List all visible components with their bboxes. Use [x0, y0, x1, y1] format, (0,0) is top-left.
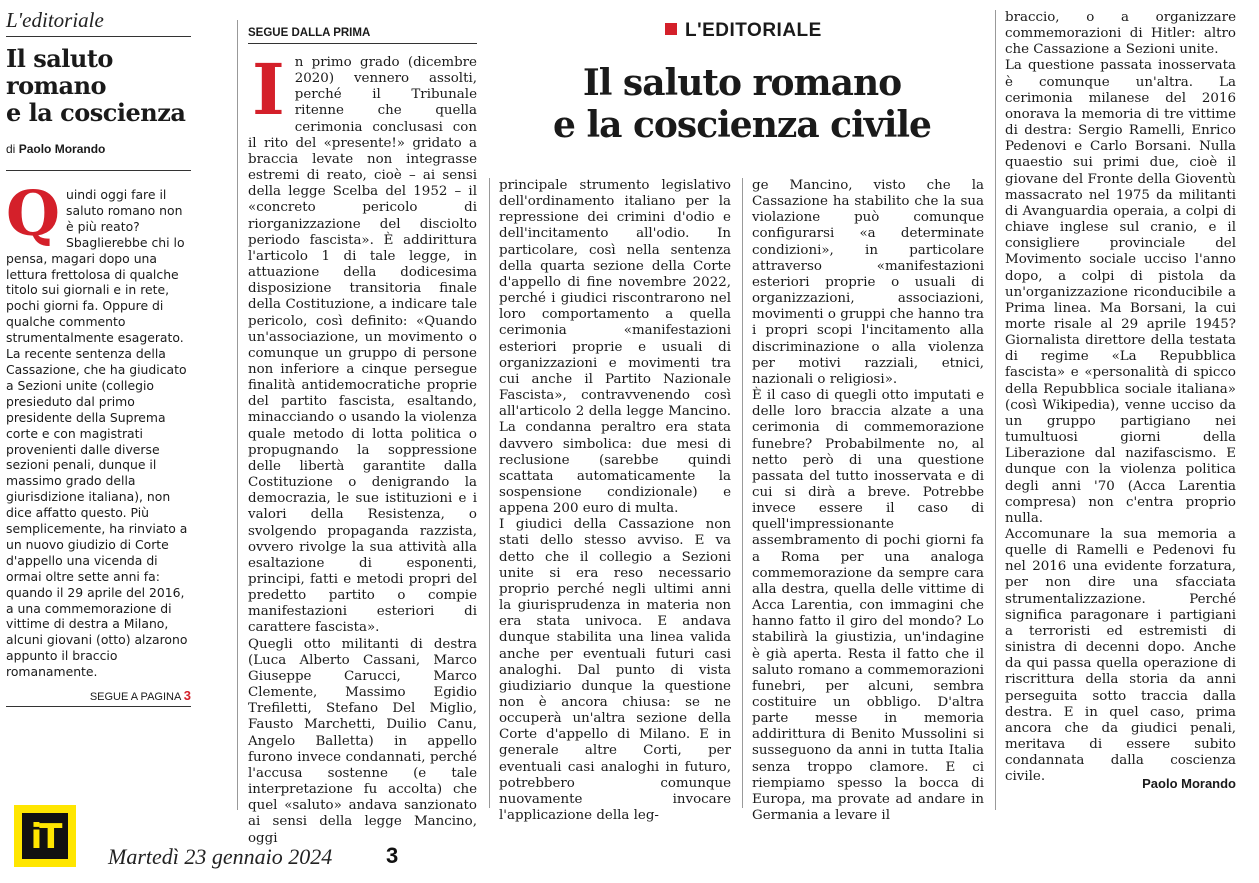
- footer-date: Martedì 23 gennaio 2024: [108, 844, 333, 869]
- newspaper-logo: [14, 805, 76, 867]
- sidebar-title: [6, 45, 191, 126]
- sidebar-paragraph: Sbaglierebbe chi lo pensa, magari dopo una lettura frettolosa di qualche titolo sui giornali e in rete, pochi giorni fa. Oppure di qualche commento strumentalmente esagerato. La recente sentenza della Cassazione, che ha giudicato a Sezioni unite (collegio presieduto dal primo presidente della Suprema corte e con magistrati provenienti dalle diverse sezioni penali, dunque il massimo grado della giurisdizione italiana), non dice affatto questo. Più semplicemente, ha rinviato a un nuovo giudizio di Corte d'appello una vicenda di ormai oltre sette anni fa: quando il 29 aprile del 2016, a una commemorazione di vittime di destra a Milano, alcuni giovani (otto) alzarono appunto il braccio romanamente.: [6, 234, 188, 680]
- column-divider: [742, 178, 743, 808]
- article-title-line: e la coscienza civile: [553, 104, 931, 146]
- article-paragraph: È il caso di quegli otto imputati e delle loro braccia alzate a una cerimonia di commemorazione funebre? Probabilmente no, al netto però di una questione passata del tutto inosservata e di cui si dirà a breve. Potrebbe invece essere il caso di quell'impressionante assembramento di pochi giorni fa a Roma per una analoga commemorazione da sempre cara alla destra, quella delle vittime di Acca Larentia, con immagini che hanno fatto il giro del mondo? Lo stabilirà la giustizia, un'indagine è già aperta. Resta il fatto che il saluto romano a commemorazioni funebri, per alcuni, sembra costituire un obbligo. D'altra parte messe in memoria addirittura di Benito Mussolini si susseguono da anni in tutta Italia senza troppo clamore. E ci riempiamo spesso la bocca di Europa, ma provate ad andare in Germania a levare il: [752, 388, 984, 824]
- article-paragraph: n primo grado (dicembre 2020) vennero assolti, perché il Tribunale ritenne che quella cerimonia conclusasi con il rito del «presente!» gridato a braccia levate non integrasse estremi di reato, cioè – ai sensi della legge Scelba del 1952 – il «concreto pericolo di riorganizzazione del disciolto periodo fascista». È addirittura l'articolo 1 di tale legge, in attuazione della dodicesima disposizione transitoria finale della Costituzione, a indicare tale pericolo, così definito: «Quando un'associazione, un movimento o comunque un gruppo di persone non inferiore a cinque persegue finalità antidemocratiche proprie del partito fascista, esaltando, minacciando o usando la violenza quale metodo di lotta politica o propugnando la soppressione delle libertà garantite dalla Costituzione o denigrando la democrazia, le sue istituzioni e i valori della Resistenza, o svolgendo propaganda razzista, ovvero rivolge la sua attività alla esaltazione di esponenti, principi, fatti e metodi propri del predetto partito o compie manifestazioni esteriori di carattere fascista».: [248, 55, 477, 636]
- segue-dalla-prima: SEGUE DALLA PRIMA: [248, 27, 477, 44]
- segue-label: SEGUE A PAGINA: [89, 691, 181, 704]
- section-label: [665, 20, 822, 42]
- sidebar-continued: [6, 688, 191, 707]
- article-column-3: [752, 178, 984, 824]
- article-column-4: [1005, 10, 1236, 786]
- byline-author: Paolo Morando: [18, 142, 106, 156]
- article-paragraph: ge Mancino, visto che la Cassazione ha stabilito che la sua violazione può comunque configurarsi «a determinate condizioni», in particolare attraverso «manifestazioni esteriori proprie o usuali di organizzazioni, associazioni, movimenti o gruppi che hanno tra i propri scopi l'incitamento alla discriminazione o alla violenza per motivi razziali, etnici, nazionali o religiosi».: [752, 178, 984, 387]
- article-paragraph: I giudici della Cassazione non stati dello stesso avviso. E va detto che il collegio a Sezioni unite si era reso necessario proprio perché negli ultimi anni la giurisprudenza in materia non era stata univoca. E andava dunque stabilita una linea valida anche per eventuali futuri casi analoghi. Dal punto di vista giudiziario dunque la questione non è ancora chiusa: se ne occuperà un'altra sezione della Corte d'appello di Milano. E in generale altre Corti, per eventuali casi analoghi in futuro, potrebbero comunque nuovamente invocare l'applicazione della leg-: [499, 517, 731, 824]
- article-paragraph: La questione passata inosservata è comunque un'altra. La cerimonia milanese del 2016 onorava la memoria di tre vittime di destra: Sergio Ramelli, Enrico Pedenovi e Carlo Borsani. Nulla quaestio sui primi due, cioè il giovane del Fronte della Gioventù massacrato nel 1975 da militanti di Avanguardia operaia, a colpi di chiave inglese sul cranio, e il consigliere provinciale del Movimento sociale ucciso l'anno dopo, a colpi di pistola da un'organizzazione riconducibile a Prima linea. Ma Borsani, la cui morte risale al 29 aprile 1945? Giornalista direttore della testata di regime «La Repubblica fascista» e «personalità di spicco della Repubblica sociale italiana» (così Wikipedia), venne ucciso da un gruppo partigiano nei tumultuosi giorni della Liberazione dal nazifascismo. E dunque con la violenza politica degli anni '70 (Acca Larentia compresa) non c'entra proprio nulla.: [1005, 58, 1236, 526]
- page-number: 3: [386, 843, 399, 868]
- article-paragraph: Accomunare la sua memoria a quelle di Ramelli e Pedenovi fu nel 2016 una evidente forzatura, per non dire una sfacciata strumentalizzazione. Perché significa paragonare i partigiani a terroristi ed estremisti di sinistra di decenni dopo. Anche da qui passa quella operazione di riscrittura della storia da anni perseguita sotto traccia dalla destra. E in quel caso, prima ancora che da giudici penali, meritava di essere subito condannata dalla coscienza civile.: [1005, 527, 1236, 785]
- article-title-line: Il saluto romano: [582, 62, 902, 104]
- sidebar-kicker: L'editoriale: [6, 8, 191, 37]
- byline-prefix: di: [6, 142, 16, 156]
- sidebar-title-line: Il saluto: [6, 44, 113, 73]
- article-signature: Paolo Morando: [1142, 776, 1236, 791]
- section-square-icon: [665, 23, 677, 35]
- article-column-2: [499, 178, 731, 824]
- sidebar-lead: uindi oggi fare il saluto romano non è più reato?: [66, 187, 183, 234]
- article-paragraph: principale strumento legislativo dell'ordinamento italiano per la repressione dei crimini d'odio e dell'incitamento all'odio. In particolare, così nella sentenza della quarta sezione della Corte d'appello di fine novembre 2022, perché i giudici riscontrarono nel loro comportamento a quella cerimonia «manifestazioni esteriori proprie e usuali di organizzazioni e movimenti tra cui anche il Partito Nazionale Fascista», contravvenendo così all'articolo 2 della legge Mancino. La condanna peraltro era stata davvero simbolica: due mesi di reclusione (sarebbe quindi scattata automaticamente la sospensione condizionale) e appena 200 euro di multa.: [499, 178, 731, 517]
- sidebar-body: [6, 177, 191, 680]
- article-title: [499, 62, 985, 146]
- sidebar-title-line: e la coscienza: [6, 98, 186, 127]
- article-dropcap: I: [252, 48, 285, 131]
- sidebar-title-line: romano: [6, 71, 107, 100]
- logo-text: iT: [30, 817, 60, 857]
- sidebar-editorial: [6, 8, 191, 707]
- column-divider: [237, 20, 238, 810]
- column-divider: [995, 10, 996, 810]
- article-paragraph: Quegli otto militanti di destra (Luca Alberto Cassani, Marco Giuseppe Carucci, Marco Clemente, Massimo Egidio Trefiletti, Stefano Del Miglio, Fausto Marchetti, Duilio Canu, Angelo Balletta) in appello furono invece condannati, perché l'accusa sostenne (e tale interpretazione fu accolta) che quel «saluto» andava sanzionato ai sensi della legge Mancino, oggi: [248, 636, 477, 846]
- sidebar-dropcap: Q: [6, 177, 61, 250]
- sidebar-byline: [6, 142, 191, 171]
- section-label-text: L'EDITORIALE: [685, 20, 822, 41]
- column-divider: [489, 178, 490, 808]
- segue-page-number: 3: [183, 688, 191, 704]
- article-paragraph: braccio, o a organizzare commemorazioni di Hitler: altro che Cassazione a Sezioni unite.: [1005, 10, 1236, 58]
- article-column-1: [248, 48, 477, 847]
